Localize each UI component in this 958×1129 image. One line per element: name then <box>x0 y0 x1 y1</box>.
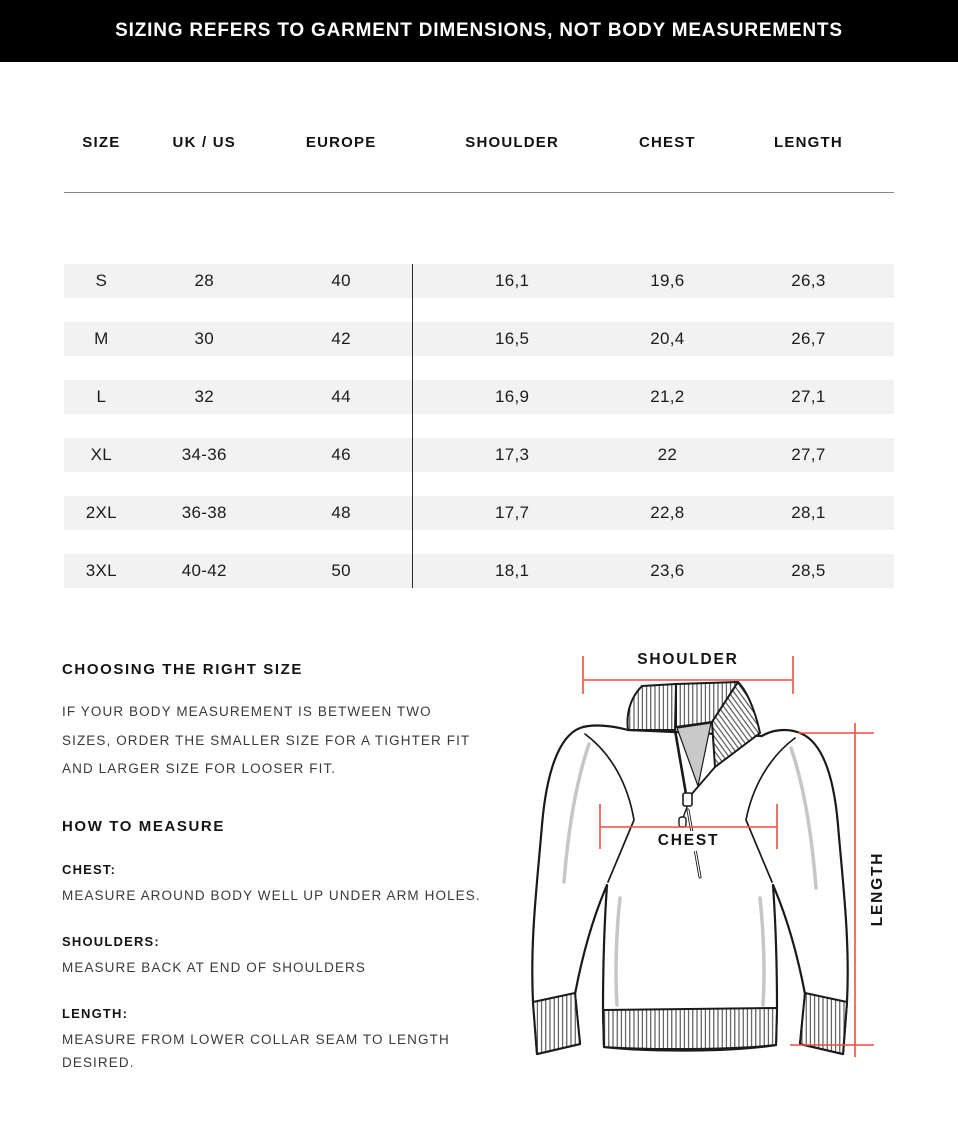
table-row-l <box>64 380 894 414</box>
table-cell: 32 <box>194 387 214 406</box>
table-vertical-divider <box>412 264 413 588</box>
table-cell: 36-38 <box>181 503 227 522</box>
zipper-slider <box>683 793 692 806</box>
table-cell: 16,5 <box>495 329 530 348</box>
choosing-heading: CHOOSING THE RIGHT SIZE <box>62 661 303 678</box>
how-to-measure-heading: HOW TO MEASURE <box>62 818 225 835</box>
table-cell: 20,4 <box>650 329 685 348</box>
garment-measure-diagram <box>490 630 958 1129</box>
table-cell: 18,1 <box>495 561 530 580</box>
table-cell: 23,6 <box>650 561 685 580</box>
how-to-measure-section <box>62 818 532 1074</box>
measure-item-line: MEASURE BACK AT END OF SHOULDERS <box>62 960 367 975</box>
table-cell: 16,9 <box>495 387 530 406</box>
column-header-chest: CHEST <box>638 133 696 151</box>
measure-item-text <box>62 884 532 907</box>
zipper-pull <box>679 817 686 827</box>
table-cell: 21,2 <box>650 387 685 406</box>
measure-item-text <box>62 956 532 979</box>
table-cell: 46 <box>331 445 351 464</box>
table-cell: 28 <box>194 271 214 290</box>
table-cell: 34-36 <box>181 445 227 464</box>
banner-text: SIZING REFERS TO GARMENT DIMENSIONS, NOT BODY MEASUREMENTS <box>115 20 843 41</box>
table-cell: 22,8 <box>650 503 685 522</box>
table-cell: L <box>96 387 107 406</box>
table-row-s <box>64 264 894 298</box>
length-measure-label: LENGTH <box>869 851 886 927</box>
table-cell: 50 <box>331 561 351 580</box>
measure-item-length <box>62 1006 532 1074</box>
choosing-body-line: IF YOUR BODY MEASUREMENT IS BETWEEN TWO <box>62 704 432 719</box>
table-cell: 28,1 <box>791 503 826 522</box>
chest-measure-label: CHEST <box>651 831 727 851</box>
sweater-illustration <box>490 630 958 1129</box>
chest-measure-label-wrap <box>600 831 777 851</box>
table-cell: 17,7 <box>495 503 530 522</box>
table-cell: 3XL <box>85 561 117 580</box>
table-cell: 22 <box>657 445 678 464</box>
table-cell: 27,7 <box>791 445 826 464</box>
measure-item-chest <box>62 862 532 907</box>
measure-item-label: SHOULDERS: <box>62 934 160 949</box>
table-cell: 42 <box>331 329 351 348</box>
measure-item-shoulders <box>62 934 532 979</box>
table-cell: M <box>94 329 109 348</box>
table-cell: 40-42 <box>181 561 227 580</box>
column-header-size: SIZE <box>82 133 121 151</box>
table-cell: 26,7 <box>791 329 826 348</box>
measure-item-line: MEASURE AROUND BODY WELL UP UNDER ARM HOLES. <box>62 888 481 903</box>
table-cell: 17,3 <box>495 445 530 464</box>
table-row-m <box>64 322 894 356</box>
column-header-uk-us: UK / US <box>172 133 236 151</box>
measure-item-line: MEASURE FROM LOWER COLLAR SEAM TO LENGTH <box>62 1032 450 1047</box>
table-row-3xl <box>64 554 894 588</box>
collar-left-panel <box>628 684 676 730</box>
column-header-europe: EUROPE <box>305 133 377 151</box>
choosing-body-line: AND LARGER SIZE FOR LOOSER FIT. <box>62 761 337 776</box>
header-rule-line <box>64 192 894 193</box>
choosing-body-line: SIZES, ORDER THE SMALLER SIZE FOR A TIGHTER FIT <box>62 732 471 748</box>
table-cell: 40 <box>331 271 351 290</box>
size-table-body <box>64 264 894 588</box>
table-row-2xl <box>64 496 894 530</box>
table-row-xl <box>64 438 894 472</box>
sizing-disclaimer-banner <box>0 0 958 62</box>
table-cell: 27,1 <box>791 387 826 406</box>
measure-item-label: LENGTH: <box>62 1006 129 1021</box>
shoulder-measure-label: SHOULDER <box>637 651 739 668</box>
table-cell: 48 <box>331 503 351 522</box>
table-cell: 16,1 <box>495 271 530 290</box>
table-cell: XL <box>90 445 113 464</box>
table-cell: 26,3 <box>791 271 826 290</box>
measure-item-text <box>62 1028 532 1074</box>
measure-item-label: CHEST: <box>62 862 117 877</box>
choosing-right-size-section <box>62 661 532 784</box>
choosing-body <box>62 698 532 784</box>
size-table <box>64 118 894 612</box>
table-cell: 2XL <box>85 503 117 522</box>
size-table-header-row <box>64 118 894 166</box>
table-cell: 28,5 <box>791 561 826 580</box>
column-header-length: LENGTH <box>774 133 843 151</box>
table-cell: 44 <box>331 387 351 406</box>
measure-item-line: DESIRED. <box>62 1055 135 1070</box>
table-cell: 30 <box>194 329 214 348</box>
table-cell: S <box>95 271 108 290</box>
table-cell: 19,6 <box>650 271 685 290</box>
column-header-shoulder: SHOULDER <box>465 133 560 151</box>
